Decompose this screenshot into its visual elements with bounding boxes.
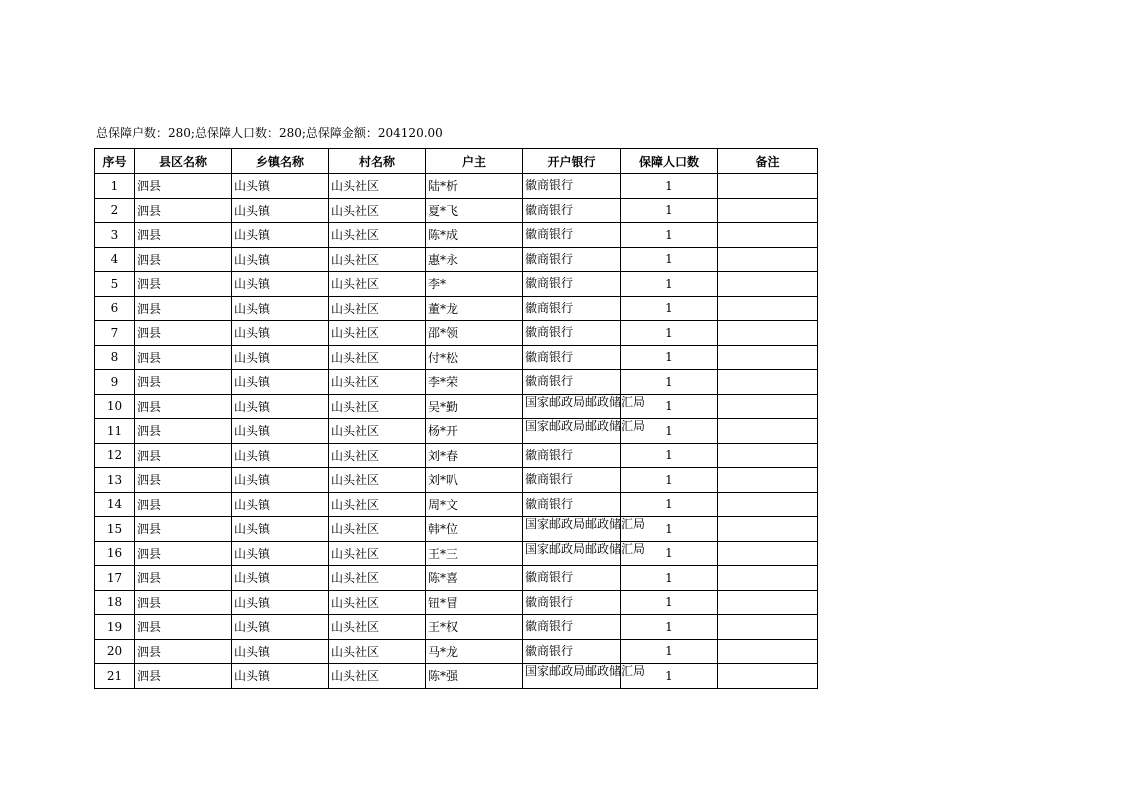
cell-village: 山头社区 [329,615,426,640]
bank-name: 国家邮政局邮政储汇局 [525,517,646,531]
cell-remarks [718,664,818,689]
bank-name: 国家邮政局邮政储汇局 [525,664,646,678]
cell-index: 20 [95,639,135,664]
cell-index: 21 [95,664,135,689]
table-row [95,174,818,199]
cell-remarks [718,370,818,395]
cell-county: 泗县 [135,296,232,321]
cell-bank [523,394,646,419]
cell-index: 13 [95,468,135,493]
cell-county: 泗县 [135,639,232,664]
cell-town: 山头镇 [232,419,329,444]
cell-index: 6 [95,296,135,321]
cell-index: 2 [95,198,135,223]
cell-county: 泗县 [135,345,232,370]
header-householder: 户主 [426,149,523,174]
cell-people-count: 1 [621,566,718,591]
cell-county: 泗县 [135,174,232,199]
cell-people-count: 1 [621,541,718,566]
bank-name: 徽商银行 [525,325,574,339]
bank-name: 徽商银行 [525,643,574,658]
cell-householder: 王*三 [426,541,523,566]
cell-householder: 王*权 [426,615,523,640]
cell-householder: 李* [426,272,523,297]
cell-county: 泗县 [135,541,232,566]
cell-people-count: 1 [621,345,718,370]
cell-bank [523,247,621,272]
cell-remarks [718,492,818,517]
cell-bank [523,541,646,566]
cell-householder: 马*龙 [426,639,523,664]
cell-county: 泗县 [135,223,232,248]
cell-village: 山头社区 [329,639,426,664]
cell-village: 山头社区 [329,664,426,689]
cell-remarks [718,590,818,615]
cell-bank [523,639,621,664]
cell-village: 山头社区 [329,272,426,297]
cell-county: 泗县 [135,419,232,444]
cell-index: 19 [95,615,135,640]
cell-index: 9 [95,370,135,395]
cell-county: 泗县 [135,468,232,493]
cell-householder: 惠*永 [426,247,523,272]
cell-remarks [718,566,818,591]
bank-name: 徽商银行 [525,496,574,511]
table-row [95,272,818,297]
table-row [95,541,818,566]
bank-name: 国家邮政局邮政储汇局 [525,419,646,433]
cell-bank [523,664,646,689]
cell-remarks [718,223,818,248]
cell-index: 10 [95,394,135,419]
cell-index: 18 [95,590,135,615]
bank-name: 徽商银行 [525,349,574,364]
header-village: 村名称 [329,149,426,174]
cell-people-count: 1 [621,492,718,517]
cell-remarks [718,198,818,223]
cell-town: 山头镇 [232,345,329,370]
cell-town: 山头镇 [232,541,329,566]
cell-people-count: 1 [621,468,718,493]
cell-town: 山头镇 [232,443,329,468]
cell-people-count: 1 [621,443,718,468]
cell-index: 7 [95,321,135,346]
cell-people-count: 1 [621,321,718,346]
bank-name: 徽商银行 [525,251,574,266]
header-index: 序号 [95,149,135,174]
table-row [95,468,818,493]
cell-town: 山头镇 [232,272,329,297]
cell-remarks [718,468,818,493]
bank-name: 徽商银行 [525,619,574,633]
table-row [95,443,818,468]
cell-householder: 吴*勤 [426,394,523,419]
cell-county: 泗县 [135,492,232,517]
cell-village: 山头社区 [329,345,426,370]
table-row [95,566,818,591]
cell-village: 山头社区 [329,517,426,542]
cell-town: 山头镇 [232,664,329,689]
cell-village: 山头社区 [329,247,426,272]
bank-name: 国家邮政局邮政储汇局 [525,541,646,556]
cell-people-count: 1 [621,247,718,272]
cell-village: 山头社区 [329,468,426,493]
cell-village: 山头社区 [329,174,426,199]
header-remarks: 备注 [718,149,818,174]
cell-town: 山头镇 [232,394,329,419]
cell-bank [523,566,621,591]
cell-remarks [718,517,818,542]
cell-village: 山头社区 [329,419,426,444]
cell-town: 山头镇 [232,247,329,272]
cell-bank [523,296,621,321]
table-row [95,639,818,664]
table-row [95,590,818,615]
cell-bank [523,615,621,640]
cell-householder: 钮*冒 [426,590,523,615]
table-row [95,247,818,272]
cell-people-count: 1 [621,590,718,615]
cell-bank [523,370,621,395]
cell-county: 泗县 [135,517,232,542]
cell-village: 山头社区 [329,590,426,615]
bank-name: 国家邮政局邮政储汇局 [525,394,646,409]
cell-village: 山头社区 [329,566,426,591]
cell-people-count: 1 [621,272,718,297]
cell-county: 泗县 [135,247,232,272]
cell-bank [523,198,621,223]
table-row [95,419,818,444]
table-row [95,664,818,689]
cell-householder: 董*龙 [426,296,523,321]
cell-county: 泗县 [135,272,232,297]
cell-householder: 陈*喜 [426,566,523,591]
table-row [95,296,818,321]
cell-county: 泗县 [135,664,232,689]
cell-town: 山头镇 [232,223,329,248]
bank-name: 徽商银行 [525,594,574,609]
cell-remarks [718,345,818,370]
cell-index: 14 [95,492,135,517]
cell-index: 17 [95,566,135,591]
bank-name: 徽商银行 [525,227,574,241]
cell-bank [523,517,646,542]
cell-county: 泗县 [135,566,232,591]
cell-village: 山头社区 [329,198,426,223]
cell-town: 山头镇 [232,566,329,591]
cell-remarks [718,321,818,346]
cell-remarks [718,615,818,640]
cell-bank [523,590,621,615]
cell-remarks [718,247,818,272]
cell-remarks [718,296,818,321]
cell-householder: 邵*领 [426,321,523,346]
cell-people-count: 1 [621,517,718,542]
header-county: 县区名称 [135,149,232,174]
bank-name: 徽商银行 [525,276,574,290]
cell-county: 泗县 [135,590,232,615]
cell-county: 泗县 [135,370,232,395]
cell-people-count: 1 [621,198,718,223]
cell-people-count: 1 [621,370,718,395]
table-row [95,198,818,223]
cell-householder: 刘*叭 [426,468,523,493]
cell-index: 15 [95,517,135,542]
cell-bank [523,345,621,370]
cell-remarks [718,541,818,566]
summary-line: 总保障户数：280;总保障人口数：280;总保障金额：204120.00 [96,126,443,140]
cell-people-count: 1 [621,174,718,199]
cell-county: 泗县 [135,394,232,419]
cell-bank [523,174,621,199]
bank-name: 徽商银行 [525,202,574,217]
cell-householder: 韩*位 [426,517,523,542]
cell-index: 5 [95,272,135,297]
cell-bank [523,492,621,517]
cell-village: 山头社区 [329,541,426,566]
cell-village: 山头社区 [329,370,426,395]
cell-town: 山头镇 [232,517,329,542]
cell-village: 山头社区 [329,223,426,248]
table-row [95,394,818,419]
cell-people-count: 1 [621,664,718,689]
header-town: 乡镇名称 [232,149,329,174]
cell-village: 山头社区 [329,321,426,346]
bank-name: 徽商银行 [525,178,574,192]
cell-remarks [718,639,818,664]
table-row [95,345,818,370]
cell-town: 山头镇 [232,468,329,493]
cell-bank [523,272,621,297]
cell-town: 山头镇 [232,492,329,517]
cell-town: 山头镇 [232,296,329,321]
cell-householder: 李*荣 [426,370,523,395]
cell-remarks [718,419,818,444]
cell-town: 山头镇 [232,590,329,615]
cell-householder: 刘*春 [426,443,523,468]
cell-householder: 付*松 [426,345,523,370]
cell-index: 4 [95,247,135,272]
cell-householder: 陈*强 [426,664,523,689]
cell-village: 山头社区 [329,296,426,321]
table-row [95,321,818,346]
table-row [95,370,818,395]
table-header-row [95,149,818,174]
cell-remarks [718,272,818,297]
beneficiary-table [94,148,818,689]
cell-village: 山头社区 [329,443,426,468]
cell-county: 泗县 [135,198,232,223]
cell-county: 泗县 [135,321,232,346]
cell-bank [523,223,621,248]
cell-householder: 陆*析 [426,174,523,199]
cell-index: 3 [95,223,135,248]
cell-householder: 夏*飞 [426,198,523,223]
cell-people-count: 1 [621,394,718,419]
cell-householder: 周*文 [426,492,523,517]
cell-index: 1 [95,174,135,199]
cell-bank [523,443,621,468]
bank-name: 徽商银行 [525,472,574,486]
cell-town: 山头镇 [232,174,329,199]
cell-town: 山头镇 [232,639,329,664]
cell-town: 山头镇 [232,321,329,346]
cell-index: 12 [95,443,135,468]
table-row [95,615,818,640]
cell-people-count: 1 [621,639,718,664]
cell-remarks [718,394,818,419]
cell-town: 山头镇 [232,198,329,223]
cell-county: 泗县 [135,615,232,640]
cell-householder: 杨*开 [426,419,523,444]
cell-people-count: 1 [621,419,718,444]
bank-name: 徽商银行 [525,300,574,315]
cell-bank [523,419,646,444]
cell-county: 泗县 [135,443,232,468]
table-row [95,492,818,517]
cell-index: 8 [95,345,135,370]
cell-index: 11 [95,419,135,444]
cell-bank [523,468,621,493]
cell-village: 山头社区 [329,492,426,517]
bank-name: 徽商银行 [525,447,574,462]
bank-name: 徽商银行 [525,374,574,388]
cell-remarks [718,174,818,199]
cell-town: 山头镇 [232,615,329,640]
header-people-count: 保障人口数 [621,149,718,174]
cell-index: 16 [95,541,135,566]
cell-people-count: 1 [621,296,718,321]
table-row [95,223,818,248]
header-bank: 开户银行 [523,149,621,174]
cell-bank [523,321,621,346]
cell-people-count: 1 [621,223,718,248]
cell-village: 山头社区 [329,394,426,419]
cell-people-count: 1 [621,615,718,640]
cell-remarks [718,443,818,468]
cell-householder: 陈*成 [426,223,523,248]
table-row [95,517,818,542]
cell-town: 山头镇 [232,370,329,395]
bank-name: 徽商银行 [525,570,574,584]
